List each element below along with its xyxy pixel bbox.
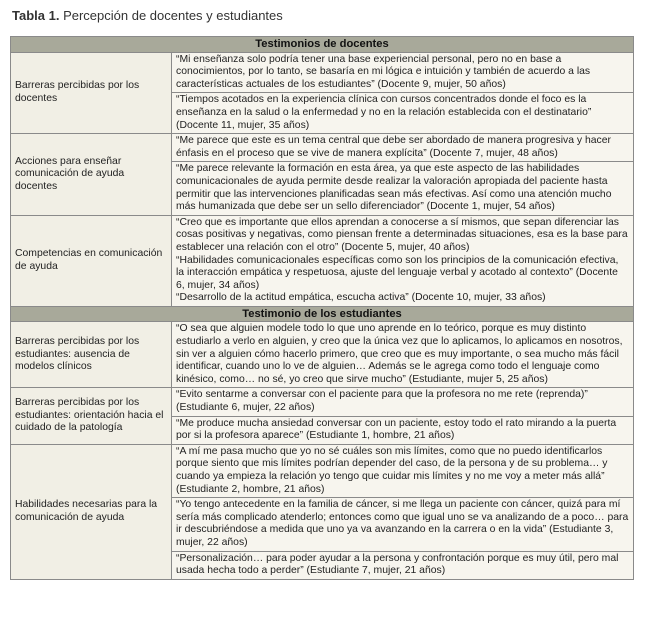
category-cell: Competencias en comunicación de ayuda (11, 215, 172, 306)
quote-text: “Habilidades comunicacionales específicas como son los principios de la comunicación efectiva, la interacción empática y respetuosa, ajuste del lenguaje verbal y acotado al contexto” (Docente 6, mujer, 34 años) (176, 254, 619, 291)
table-row (11, 322, 634, 388)
quote-cell: “Yo tengo antecedente en la familia de cáncer, si me llega un paciente con cáncer, quizá para mí sería más complicado atenderlo; entonces como que igual uno se va analizando de a poco… para ir descubriéndose a medida que uno ya va avanzando en la carrera o en la vida” (Estudiante 3, mujer, 22 años) (172, 498, 634, 551)
category-cell: Barreras percibidas por los estudiantes: orientación hacia el cuidado de la patología (11, 388, 172, 444)
table-caption-title: Percepción de docentes y estudiantes (63, 8, 283, 23)
quote-text: “Creo que es importante que ellos aprendan a conocerse a sí mismos, que sepan diferenciar las cosas positivas y negativas, como piensan frente a determinadas situaciones, esa es la base para establecer una relación con el otro” (Docente 5, mujer, 40 años) (176, 216, 628, 253)
table-row (11, 444, 634, 497)
section-header-estudiantes: Testimonio de los estudiantes (11, 306, 634, 322)
perception-table (10, 36, 634, 580)
category-cell: Barreras percibidas por los docentes (11, 52, 172, 134)
table-row (11, 52, 634, 93)
quote-cell: “O sea que alguien modele todo lo que uno aprende en lo teórico, porque es muy distinto estudiarlo a verlo en alguien, y creo que la única vez que lo aplicamos, lo aplicamos en nosotros, sin ver a alguien cómo hacerlo primero, que creo que es muy importante, o sea mucho más fácil identificar, cuando uno lo ve de alguien… Además se le agrega como todo el lenguaje como kinésico, como… no sé, yo creo que sirve mucho” (Estudiante, mujer 5, 25 años) (172, 322, 634, 388)
table-caption-label: Tabla 1. (12, 8, 60, 23)
table-caption (12, 8, 283, 23)
quote-cell: “Me parece relevante la formación en esta área, ya que este aspecto de las habilidades comunicacionales de ayuda permite desde realizar la valoración apropiada del paciente hasta permitir que las intervenciones planificadas sean más efectivas. Así como una atención mucho más humanizada que debe ser un sello diferenciador” (Docente 1, mujer, 54 años) (172, 162, 634, 215)
quote-cell: “Evito sentarme a conversar con el paciente para que la profesora no me rete (reprenda)” (Estudiante 6, mujer, 22 años) (172, 388, 634, 416)
table-row (11, 134, 634, 162)
table-row (11, 215, 634, 306)
section-header-row (11, 306, 634, 322)
category-cell: Habilidades necesarias para la comunicación de ayuda (11, 444, 172, 579)
section-header-row (11, 37, 634, 53)
quote-cell: “Mi enseñanza solo podría tener una base experiencial personal, pero no en base a conocimientos, por lo tanto, se basaría en mi lógica e intuición y también de acuerdo a las características actuales de los estudiantes” (Docente 9, mujer, 50 años) (172, 52, 634, 93)
quote-cell: “Tiempos acotados en la experiencia clínica con cursos concentrados donde el foco es la enseñanza en la salud o la enfermedad y no en la relación establecida con el destinatario” (Docente 11, mujer, 35 años) (172, 93, 634, 134)
category-cell: Acciones para enseñar comunicación de ayuda docentes (11, 134, 172, 216)
quote-cell: “Personalización… para poder ayudar a la persona y confrontación porque es muy útil, pero mal usada hecha todo a perder” (Estudiante 7, mujer, 21 años) (172, 551, 634, 579)
quote-text: “Desarrollo de la actitud empática, escucha activa” (Docente 10, mujer, 33 años) (176, 292, 546, 304)
quote-cell: “Me parece que este es un tema central que debe ser abordado de manera progresiva y hacer énfasis en el proceso que se vive de manera explícita” (Docente 7, mujer, 48 años) (172, 134, 634, 162)
section-header-docentes: Testimonios de docentes (11, 37, 634, 53)
quote-cell: “A mí me pasa mucho que yo no sé cuáles son mis límites, como que no puedo identificarlos porque siento que mis límites podrían depender del caso, de la persona y de su problema… y cuando ya empieza la relación yo tengo que cuidar mis límites y no me voy a meter más allá” (Estudiante 2, hombre, 21 años) (172, 444, 634, 497)
category-cell: Barreras percibidas por los estudiantes: ausencia de modelos clínicos (11, 322, 172, 388)
quote-cell (172, 215, 634, 306)
quote-cell: “Me produce mucha ansiedad conversar con un paciente, estoy todo el rato mirando a la puerta por si la profesora aparece” (Estudiante 1, hombre, 21 años) (172, 416, 634, 444)
table-row (11, 388, 634, 416)
